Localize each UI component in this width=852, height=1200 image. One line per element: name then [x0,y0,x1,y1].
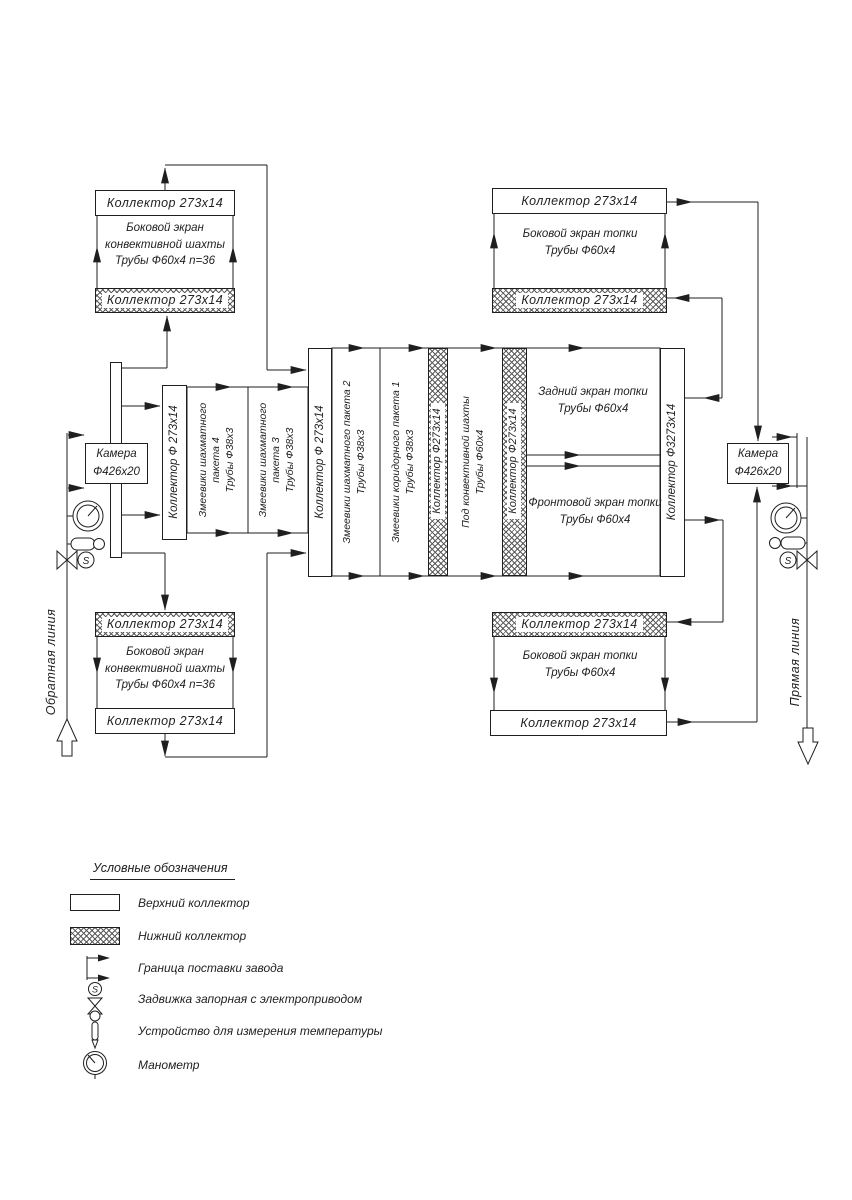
legend-label: Манометр [138,1058,200,1072]
actuator-letter-right: S [784,556,792,567]
supply-line-arrow [798,728,818,764]
bottom-left-screen-label: Боковой экран конвективной шахты Трубы Ф60х4 n=36 [105,646,225,692]
manometer-icon [80,1049,110,1081]
collector-top-left-lower: Коллектор 273х14 [95,288,235,313]
legend-label: Верхний коллектор [138,895,250,910]
thermometer-left-icon [71,538,105,550]
legend-title: Условные обозначения [93,861,228,875]
collector-top-left-upper: Коллектор 273х14 [95,190,235,216]
collector-bottom-right-upper: Коллектор 273х14 [492,612,667,637]
thermometer-icon [87,1010,103,1052]
supply-line-label: Прямая линия [788,617,802,707]
collector-1-label: Коллектор Ф 273х14 [168,405,180,519]
collector-hatched-2-label: Коллектор Ф273х14 [505,386,523,536]
collector-2-label: Коллектор Ф 273х14 [314,405,326,519]
legend-row-manometer [66,1049,199,1081]
top-right-screen-label: Боковой экран топки Трубы Ф60х4 [522,228,638,257]
front-furnace-screen-label: Фронтовой экран топки Трубы Ф60х4 [528,497,662,526]
legend-row-factory-boundary [66,952,283,984]
collector-bottom-left-lower: Коллектор 273х14 [95,708,235,734]
factory-boundary-icon [77,952,113,984]
thermometer-right-icon [770,537,806,549]
collector-top-right-upper: Коллектор 273х14 [492,188,667,214]
valve-left-icon [57,551,94,569]
coil-bank-3-label: Змеевики шахматного пакета 3 Трубы Ф38х3 [256,402,296,518]
collector-bottom-right-lower: Коллектор 273х14 [490,710,667,736]
legend-row-lower-collector [66,927,246,945]
collector-3-label: Коллектор Ф3273х14 [666,403,678,521]
upper-collector-icon [70,894,120,911]
valve-right-icon [780,551,817,569]
coil-bank-1-label: Змеевики коридорного пакета 1 Трубы Ф38х3 [390,381,416,543]
coil-bank-4-label: Змеевики шахматного пакета 4 Трубы Ф38х3 [196,402,236,518]
svg-text:S: S [91,984,99,995]
actuator-letter-left: S [82,556,90,567]
return-line-arrow [57,719,77,756]
legend-label: Нижний коллектор [138,929,247,943]
collector-bottom-left-upper: Коллектор 273х14 [95,612,235,637]
manometer-left-icon [73,501,103,531]
top-left-screen-label: Боковой экран конвективной шахты Трубы Ф60х4 n=36 [105,222,225,268]
return-line-label: Обратная линия [44,608,58,716]
rear-furnace-screen-label: Задний экран топки Трубы Ф60х4 [538,386,648,415]
bottom-right-screen-label: Боковой экран топки Трубы Ф60х4 [522,650,638,679]
coil-bank-2-label: Змеевики шахматного пакета 2 Трубы Ф38х3 [341,380,367,544]
legend-label: Граница поставки завода [138,961,284,975]
return-pipe [67,433,84,719]
camera-right: Камера Ф426х20 [727,443,789,484]
camera-left: Камера Ф426х20 [85,443,148,484]
convective-shaft-floor-label: Под конвективной шахты Трубы Ф60х4 [460,396,486,528]
legend-row-upper-collector [66,894,250,911]
legend-row-thermometer [66,1010,382,1052]
lower-collector-icon [70,927,120,945]
collector-top-right-lower: Коллектор 273х14 [492,288,667,313]
legend-title-underline [90,879,235,880]
manometer-right-icon [771,503,801,533]
legend-label: Устройство для измерения температуры [138,1024,383,1038]
collector-hatched-1-label: Коллектор Ф273х14 [429,386,447,536]
legend-label: Задвижка запорная с электроприводом [138,992,363,1006]
